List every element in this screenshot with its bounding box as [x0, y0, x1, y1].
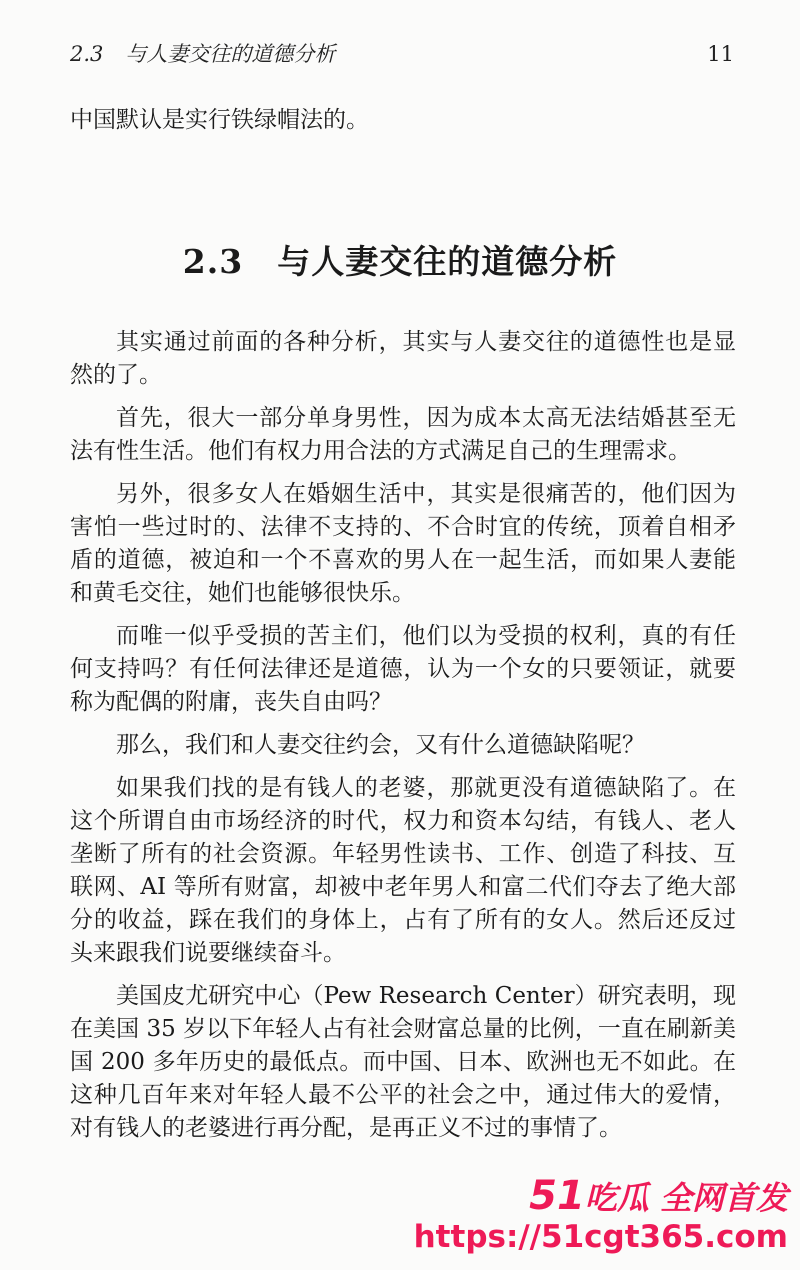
watermark-brand: [414, 1173, 788, 1219]
body-paragraph: 而唯一似乎受损的苦主们，他们以为受损的权利，真的有任何支持吗？有任何法律还是道德，认为一个女的只要领证，就要称为配偶的附庸，丧失自由吗？: [70, 623, 736, 715]
page-number: 11: [707, 42, 734, 66]
header-section-title: 与人妻交往的道德分析: [125, 42, 336, 66]
body-paragraph: 首先，很大一部分单身男性，因为成本太高无法结婚甚至无法有性生活。他们有权力用合法的方式满足自己的生理需求。: [70, 405, 736, 464]
watermark: [413, 1173, 788, 1256]
section-heading-title: 与人妻交往的道德分析: [277, 242, 618, 281]
body-paragraph: 那么，我们和人妻交往约会，又有什么道德缺陷呢？: [116, 732, 645, 758]
section-heading: [0, 236, 800, 283]
carry-over-text: 中国默认是实行铁绿帽法的。: [70, 107, 369, 133]
running-header: [70, 38, 734, 68]
header-section-number: 2.3: [70, 42, 104, 66]
watermark-brand-number: 51: [529, 1173, 585, 1219]
body-paragraph: 美国皮尤研究中心（Pew Research Center）研究表明，现在美国 35 岁以下年轻人占有社会财富总量的比例，一直在刷新美国 200 多年历史的最低点。而中国、日本、欧洲也无不如此。在这种几百年来对年轻人最不公平的社会之中，通过伟大的爱情，对有钱人的老婆进行再分配，是再正义不过的事情了。: [70, 983, 736, 1141]
section-body: [70, 326, 736, 1155]
watermark-url: https://51cgt365.com: [413, 1219, 788, 1255]
body-paragraph: 其实通过前面的各种分析，其实与人妻交往的道德性也是显然的了。: [70, 329, 736, 388]
header-section: [70, 38, 335, 68]
section-heading-number: 2.3: [182, 242, 244, 281]
body-paragraph: 另外，很多女人在婚姻生活中，其实是很痛苦的，他们因为害怕一些过时的、法律不支持的、不合时宜的传统，顶着自相矛盾的道德，被迫和一个不喜欢的男人在一起生活，而如果人妻能和黄毛交往，她们也能够很快乐。: [70, 481, 736, 606]
watermark-brand-text: 吃瓜 全网首发: [584, 1179, 788, 1217]
body-paragraph: 如果我们找的是有钱人的老婆，那就更没有道德缺陷了。在这个所谓自由市场经济的时代，权力和资本勾结，有钱人、老人垄断了所有的社会资源。年轻男性读书、工作、创造了科技、互联网、AI 等所有财富，却被中老年男人和富二代们夺去了绝大部分的收益，踩在我们的身体上，占有了所有的女人。然后还反过头来跟我们说要继续奋斗。: [70, 775, 736, 966]
